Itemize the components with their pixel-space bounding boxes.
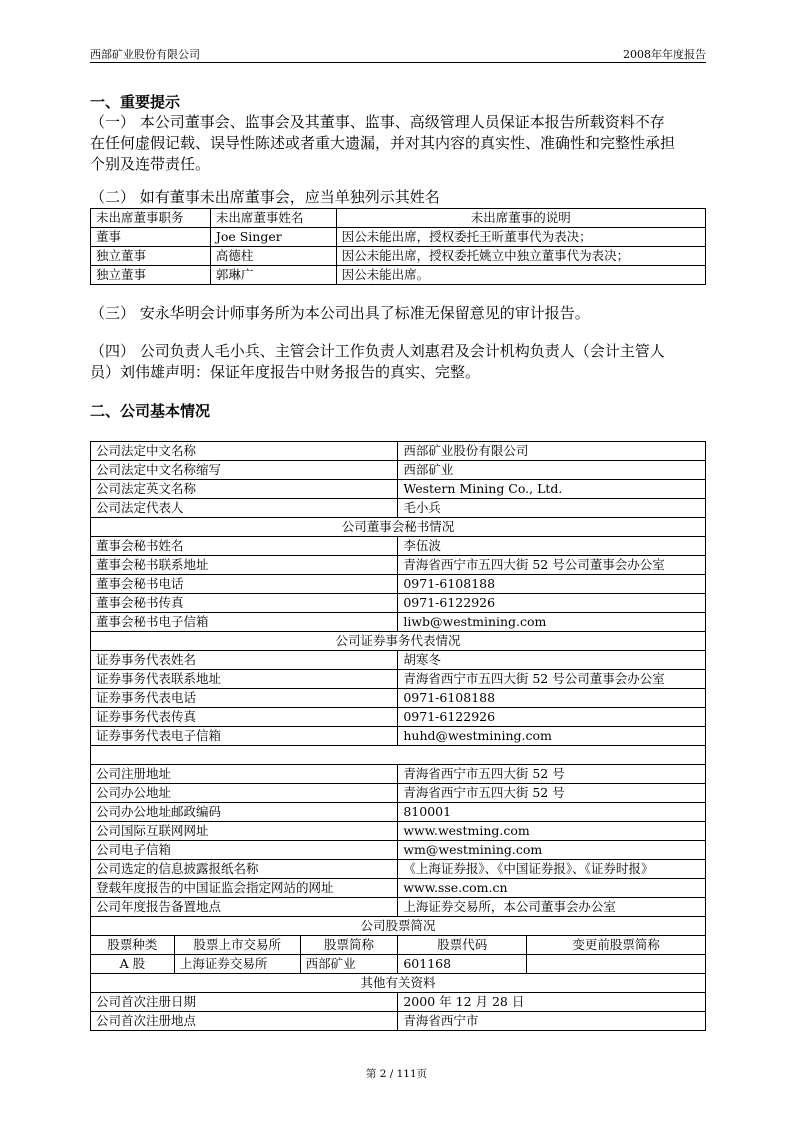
field-label: 公司法定代表人 xyxy=(91,499,398,518)
table-row xyxy=(91,689,706,708)
field-label: 公司首次注册地点 xyxy=(91,1012,398,1031)
table-row xyxy=(91,841,706,860)
table-row xyxy=(91,765,706,784)
field-label: 公司电子信箱 xyxy=(91,841,398,860)
field-value: 0971-6108188 xyxy=(398,575,706,594)
table-row xyxy=(91,879,706,898)
table-row xyxy=(91,1012,706,1031)
stock-cell: 上海证券交易所 xyxy=(174,955,300,974)
table-header: 未出席董事职务 xyxy=(91,209,211,228)
table-header-row xyxy=(91,209,706,228)
table-row xyxy=(91,499,706,518)
subsection-title: 公司股票简况 xyxy=(91,917,706,936)
field-value: 《上海证券报》、《中国证券报》、《证券时报》 xyxy=(398,860,706,879)
table-cell: 独立董事 xyxy=(91,266,211,285)
field-value: Western Mining Co., Ltd. xyxy=(398,480,706,499)
table-row xyxy=(91,442,706,461)
field-value: 李伍波 xyxy=(398,537,706,556)
stock-cell: A 股 xyxy=(91,955,175,974)
para-4-line-1: （四） 公司负责人毛小兵、主管会计工作负责人刘惠君及会计机构负责人（会计主管人 xyxy=(90,342,665,360)
subsection-title-row xyxy=(91,917,706,936)
basic-info-table xyxy=(90,441,706,1031)
field-label: 董事会秘书联系地址 xyxy=(91,556,398,575)
subsection-title: 公司证券事务代表情况 xyxy=(91,632,706,651)
table-cell: 郭琳广 xyxy=(210,266,336,285)
field-value: www.westming.com xyxy=(398,822,706,841)
field-value: 青海省西宁市五四大街 52 号公司董事会办公室 xyxy=(398,670,706,689)
field-label: 公司办公地址 xyxy=(91,784,398,803)
table-row xyxy=(91,266,706,285)
table-row xyxy=(91,537,706,556)
field-label: 公司选定的信息披露报纸名称 xyxy=(91,860,398,879)
field-value: wm@westmining.com xyxy=(398,841,706,860)
table-row xyxy=(91,651,706,670)
stock-cell: 西部矿业 xyxy=(300,955,398,974)
field-label: 董事会秘书电子信箱 xyxy=(91,613,398,632)
para-1-line-1: （一） 本公司董事会、监事会及其董事、监事、高级管理人员保证本报告所载资料不存 xyxy=(90,113,665,131)
table-row xyxy=(91,228,706,247)
field-value: 2000 年 12 月 28 日 xyxy=(398,993,706,1012)
field-value: 上海证券交易所，本公司董事会办公室 xyxy=(398,898,706,917)
subsection-title-row xyxy=(91,974,706,993)
table-cell: 因公未能出席，授权委托王昕董事代为表决； xyxy=(336,228,705,247)
stock-header: 股票代码 xyxy=(398,936,527,955)
field-label: 公司法定中文名称 xyxy=(91,442,398,461)
stock-header: 股票简称 xyxy=(300,936,398,955)
table-cell: 董事 xyxy=(91,228,211,247)
section-title-important: 一、重要提示 xyxy=(90,93,181,111)
field-label: 证券事务代表传真 xyxy=(91,708,398,727)
page-header xyxy=(90,44,706,63)
field-label: 公司国际互联网网址 xyxy=(91,822,398,841)
field-label: 公司注册地址 xyxy=(91,765,398,784)
field-label: 董事会秘书传真 xyxy=(91,594,398,613)
field-label: 证券事务代表电话 xyxy=(91,689,398,708)
table-cell: Joe Singer xyxy=(210,228,336,247)
field-label: 公司法定中文名称缩写 xyxy=(91,461,398,480)
table-row xyxy=(91,993,706,1012)
field-value: 810001 xyxy=(398,803,706,822)
table-row xyxy=(91,556,706,575)
table-row xyxy=(91,708,706,727)
subsection-title-row xyxy=(91,632,706,651)
page-number: 第 2 / 111页 xyxy=(365,1068,428,1080)
field-label: 证券事务代表联系地址 xyxy=(91,670,398,689)
table-row xyxy=(91,784,706,803)
table-cell: 高德柱 xyxy=(210,247,336,266)
field-value: www.sse.com.cn xyxy=(398,879,706,898)
field-label: 董事会秘书电话 xyxy=(91,575,398,594)
table-header: 未出席董事姓名 xyxy=(210,209,336,228)
table-cell: 因公未能出席，授权委托姚立中独立董事代为表决； xyxy=(336,247,705,266)
stock-header: 股票上市交易所 xyxy=(174,936,300,955)
stock-header: 变更前股票简称 xyxy=(527,936,706,955)
table-row xyxy=(91,613,706,632)
field-value: 0971-6122926 xyxy=(398,594,706,613)
field-label: 证券事务代表姓名 xyxy=(91,651,398,670)
field-value: liwb@westmining.com xyxy=(398,613,706,632)
blank-cell xyxy=(91,746,706,765)
table-row xyxy=(91,860,706,879)
table-row xyxy=(91,575,706,594)
para-2: （二） 如有董事未出席董事会，应当单独列示其姓名 xyxy=(90,188,440,206)
stock-header-row xyxy=(91,936,706,955)
field-value: huhd@westmining.com xyxy=(398,727,706,746)
blank-row xyxy=(91,746,706,765)
para-1-line-2: 在任何虚假记载、误导性陈述或者重大遗漏，并对其内容的真实性、准确性和完整性承担 xyxy=(90,134,676,152)
header-company: 西部矿业股份有限公司 xyxy=(90,48,200,61)
para-4-line-2: 员）刘伟雄声明：保证年度报告中财务报告的真实、完整。 xyxy=(90,363,481,381)
table-row xyxy=(91,898,706,917)
subsection-title: 其他有关资料 xyxy=(91,974,706,993)
field-value: 胡寒冬 xyxy=(398,651,706,670)
subsection-title-row xyxy=(91,518,706,537)
stock-row xyxy=(91,955,706,974)
table-row xyxy=(91,594,706,613)
header-report-title: 2008年年度报告 xyxy=(623,48,706,61)
para-3: （三） 安永华明会计师事务所为本公司出具了标准无保留意见的审计报告。 xyxy=(90,304,590,322)
table-cell: 因公未能出席。 xyxy=(336,266,705,285)
field-value: 0971-6108188 xyxy=(398,689,706,708)
para-1-line-3: 个别及连带责任。 xyxy=(90,155,211,173)
table-row xyxy=(91,480,706,499)
stock-header: 股票种类 xyxy=(91,936,175,955)
page-content xyxy=(90,92,706,1031)
table-cell: 独立董事 xyxy=(91,247,211,266)
field-value: 0971-6122926 xyxy=(398,708,706,727)
stock-cell: 601168 xyxy=(398,955,527,974)
table-row xyxy=(91,247,706,266)
table-header: 未出席董事的说明 xyxy=(336,209,705,228)
field-value: 青海省西宁市五四大街 52 号 xyxy=(398,784,706,803)
field-value: 青海省西宁市五四大街 52 号公司董事会办公室 xyxy=(398,556,706,575)
table-row xyxy=(91,803,706,822)
field-label: 公司法定英文名称 xyxy=(91,480,398,499)
absent-directors-table xyxy=(90,208,706,285)
field-value: 青海省西宁市五四大街 52 号 xyxy=(398,765,706,784)
table-row xyxy=(91,461,706,480)
field-label: 公司首次注册日期 xyxy=(91,993,398,1012)
field-value: 西部矿业 xyxy=(398,461,706,480)
field-label: 董事会秘书姓名 xyxy=(91,537,398,556)
field-label: 登载年度报告的中国证监会指定网站的网址 xyxy=(91,879,398,898)
subsection-title: 公司董事会秘书情况 xyxy=(91,518,706,537)
stock-cell xyxy=(527,955,706,974)
field-label: 证券事务代表电子信箱 xyxy=(91,727,398,746)
field-value: 青海省西宁市 xyxy=(398,1012,706,1031)
table-row xyxy=(91,670,706,689)
table-row xyxy=(91,822,706,841)
section-title-basic-info: 二、公司基本情况 xyxy=(90,402,211,420)
field-label: 公司年度报告备置地点 xyxy=(91,898,398,917)
field-value: 西部矿业股份有限公司 xyxy=(398,442,706,461)
field-value: 毛小兵 xyxy=(398,499,706,518)
field-label: 公司办公地址邮政编码 xyxy=(91,803,398,822)
table-row xyxy=(91,727,706,746)
